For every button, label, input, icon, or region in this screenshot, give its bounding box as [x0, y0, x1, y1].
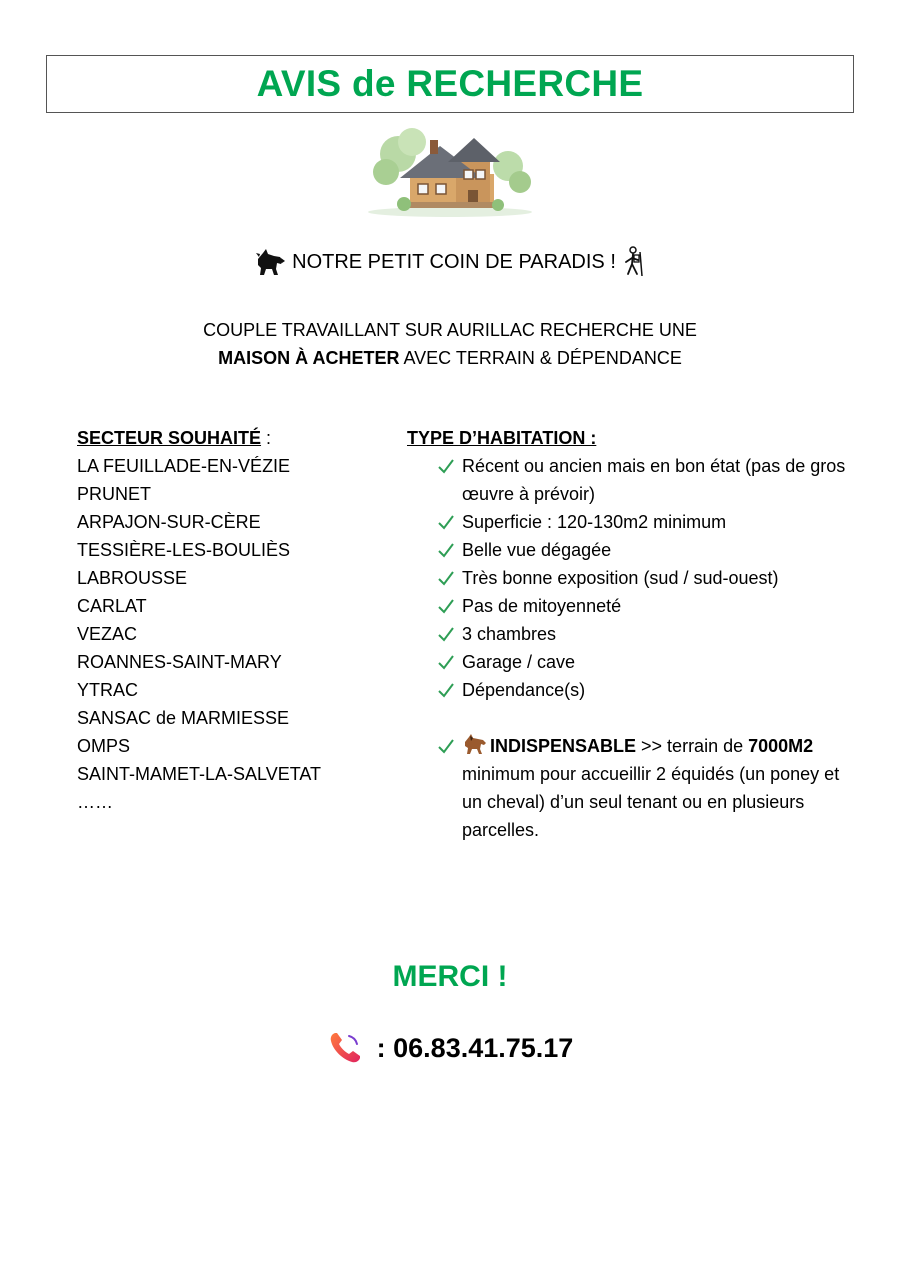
sector-item: LA FEUILLADE-EN-VÉZIE — [77, 456, 291, 476]
check-icon — [437, 536, 455, 564]
tagline — [0, 242, 900, 282]
tagline-text: NOTRE PETIT COIN DE PARADIS ! — [292, 251, 616, 273]
sector-heading: SECTEUR SOUHAITÉ — [77, 428, 262, 448]
habitation-item — [407, 676, 847, 704]
intro — [0, 316, 900, 372]
habitation-section — [407, 424, 847, 844]
horse-icon — [254, 247, 286, 277]
habitation-item — [407, 592, 847, 620]
sector-section — [77, 424, 377, 816]
sector-item: LABROUSSE — [77, 568, 188, 588]
special-bold-1: INDISPENSABLE — [490, 736, 637, 756]
sector-item: SANSAC de MARMIESSE — [77, 708, 290, 728]
habitation-item-text: Très bonne exposition (sud / sud-ouest) — [462, 568, 779, 588]
sector-item: YTRAC — [77, 680, 139, 700]
sector-item: ROANNES-SAINT-MARY — [77, 652, 282, 672]
habitation-item-text: Récent ou ancien mais en bon état (pas de gros œuvre à prévoir) — [462, 456, 846, 504]
phone-number: : 06.83.41.75.17 — [376, 1033, 574, 1063]
special-text-2: minimum pour accueillir 2 équidés (un poney et un cheval) d’un seul tenant ou en plusieurs parcelles. — [462, 764, 840, 840]
check-icon — [437, 620, 455, 648]
sector-heading-line — [77, 424, 377, 452]
intro-bold: MAISON À ACHETER — [218, 348, 400, 368]
habitation-item-text: Garage / cave — [462, 652, 576, 672]
habitation-list — [407, 452, 847, 844]
habitation-item — [407, 564, 847, 592]
page-title: AVIS de RECHERCHE — [256, 63, 644, 104]
sector-item: VEZAC — [77, 624, 138, 644]
check-icon — [437, 508, 455, 536]
intro-line-2 — [0, 344, 900, 372]
habitation-item — [407, 508, 847, 536]
habitation-heading: TYPE D’HABITATION : — [407, 428, 597, 448]
check-icon — [437, 676, 455, 704]
merci-text: MERCI ! — [392, 960, 508, 993]
phone-icon — [327, 1030, 363, 1066]
habitation-item — [407, 452, 847, 508]
brown-horse-icon — [462, 733, 488, 755]
habitation-item — [407, 536, 847, 564]
habitation-item-text: Belle vue dégagée — [462, 540, 612, 560]
special-text-1: >> terrain de — [636, 736, 749, 756]
intro-line-1: COUPLE TRAVAILLANT SUR AURILLAC RECHERCHE UNE — [203, 320, 697, 340]
sector-item: PRUNET — [77, 484, 152, 504]
sector-list — [77, 452, 377, 816]
habitation-item-text: Dépendance(s) — [462, 680, 586, 700]
title-box — [46, 55, 854, 113]
habitation-item-text: Pas de mitoyenneté — [462, 596, 622, 616]
phone-line — [0, 1028, 900, 1068]
habitation-item — [407, 620, 847, 648]
sector-item: OMPS — [77, 736, 131, 756]
habitation-item-text: 3 chambres — [462, 624, 557, 644]
special-bold-2: 7000M2 — [748, 736, 814, 756]
check-icon — [437, 564, 455, 592]
sector-item: …… — [77, 792, 113, 812]
check-icon — [437, 592, 455, 620]
habitation-item — [407, 648, 847, 676]
sector-item: SAINT-MAMET-LA-SALVETAT — [77, 764, 322, 784]
hiker-icon — [622, 246, 646, 278]
habitation-item-text: Superficie : 120-130m2 minimum — [462, 512, 727, 532]
intro-rest: AVEC TERRAIN & DÉPENDANCE — [399, 348, 682, 368]
check-icon — [437, 732, 455, 760]
sector-item: ARPAJON-SUR-CÈRE — [77, 512, 261, 532]
check-icon — [437, 452, 455, 480]
house-illustration — [360, 128, 540, 220]
sector-item: TESSIÈRE-LES-BOULIÈS — [77, 540, 291, 560]
habitation-special-item — [407, 732, 847, 844]
sector-heading-suffix: : — [261, 428, 272, 448]
check-icon — [437, 648, 455, 676]
sector-item: CARLAT — [77, 596, 147, 616]
